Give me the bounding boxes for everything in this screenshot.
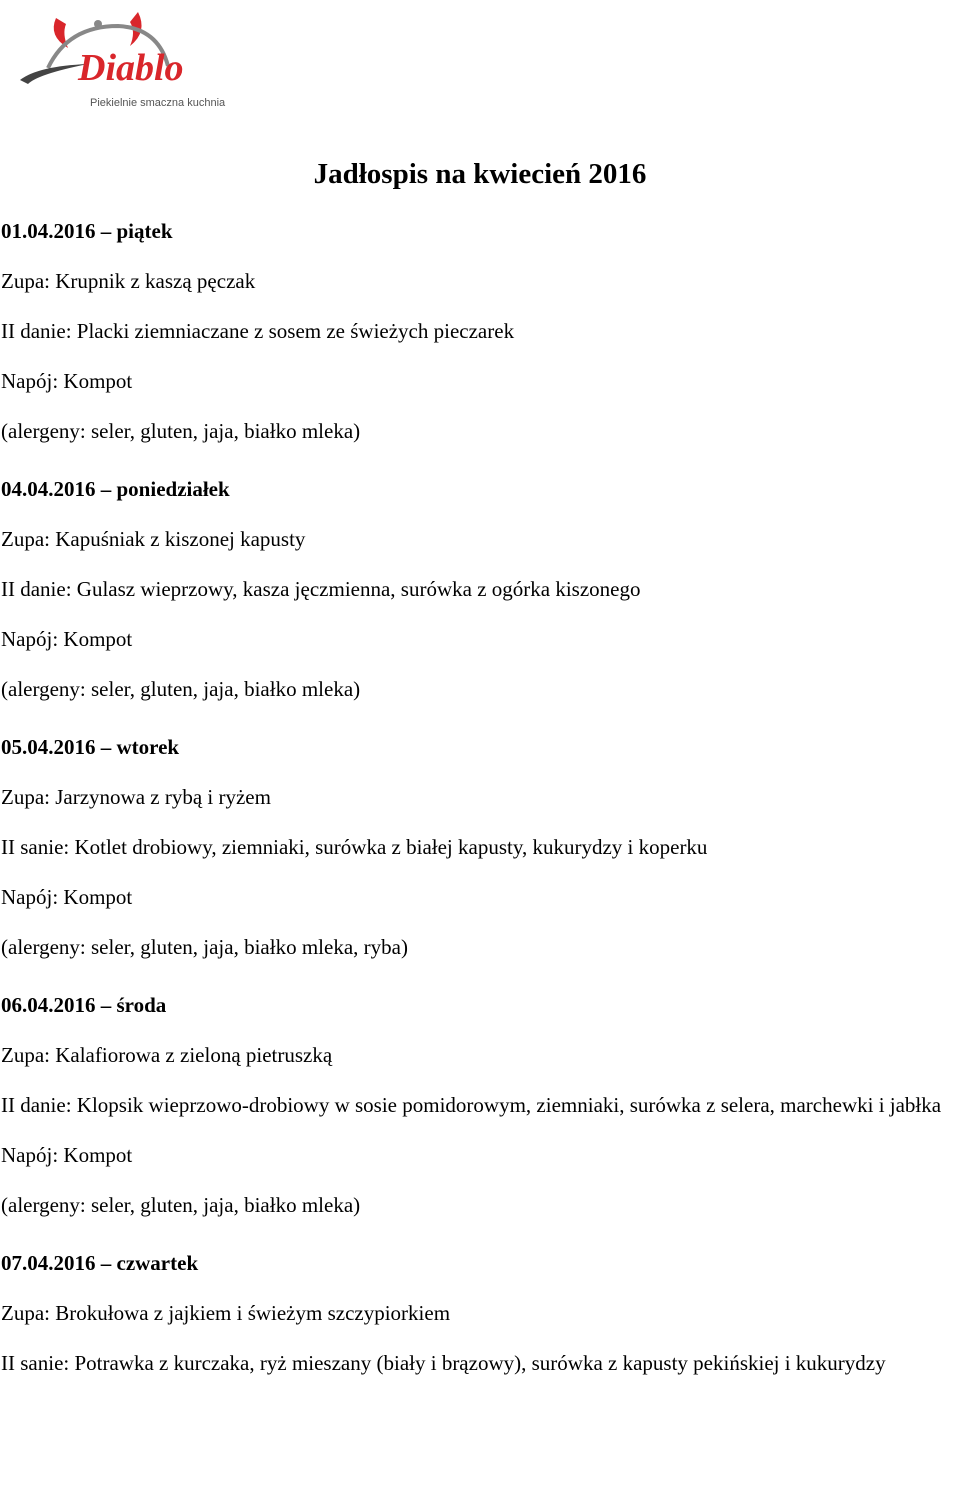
day-section	[1, 216, 960, 447]
logo-tagline: Piekielnie smaczna kuchnia	[90, 97, 226, 109]
menu-line: Napój: Kompot	[1, 627, 133, 651]
menu-line: (alergeny: seler, gluten, jaja, białko mleka)	[1, 1193, 361, 1217]
logo-wordmark: Diablo	[78, 47, 184, 89]
menu-line: Zupa: Krupnik z kaszą pęczak	[1, 269, 256, 293]
menu-line: II danie: Gulasz wieprzowy, kasza jęczmienna, surówka z ogórka kiszonego	[1, 577, 641, 601]
menu-line: (alergeny: seler, gluten, jaja, białko mleka, ryba)	[1, 935, 408, 959]
menu-line: Napój: Kompot	[1, 1143, 133, 1167]
menu-line: Napój: Kompot	[1, 369, 133, 393]
diablo-logo	[18, 6, 258, 110]
day-title: 05.04.2016 – wtorek	[1, 735, 180, 759]
day-section	[1, 474, 960, 705]
day-title: 01.04.2016 – piątek	[1, 219, 173, 243]
menu-line: Zupa: Jarzynowa z rybą i ryżem	[1, 785, 271, 809]
menu-line: II sanie: Potrawka z kurczaka, ryż mieszany (biały i brązowy), surówka z kapusty pekińskiej i kukurydzy	[1, 1351, 886, 1375]
menu-line: Zupa: Kapuśniak z kiszonej kapusty	[1, 527, 306, 551]
menu-line: II danie: Placki ziemniaczane z sosem ze świeżych pieczarek	[1, 319, 515, 343]
day-section	[1, 990, 960, 1221]
page-title	[0, 158, 960, 191]
menu-line: (alergeny: seler, gluten, jaja, białko mleka)	[1, 419, 361, 443]
menu-line: II sanie: Kotlet drobiowy, ziemniaki, surówka z białej kapusty, kukurydzy i koperku	[1, 835, 708, 859]
menu-line: Napój: Kompot	[1, 885, 133, 909]
day-title: 04.04.2016 – poniedziałek	[1, 477, 230, 501]
menu-content	[1, 216, 960, 1406]
day-section	[1, 732, 960, 963]
menu-line: II danie: Klopsik wieprzowo-drobiowy w sosie pomidorowym, ziemniaki, surówka z selera, marchewki i jabłka	[1, 1093, 942, 1117]
day-section	[1, 1248, 960, 1379]
menu-line: (alergeny: seler, gluten, jaja, białko mleka)	[1, 677, 361, 701]
day-title: 06.04.2016 – środa	[1, 993, 167, 1017]
day-title: 07.04.2016 – czwartek	[1, 1251, 199, 1275]
menu-line: Zupa: Brokułowa z jajkiem i świeżym szczypiorkiem	[1, 1301, 451, 1325]
menu-line: Zupa: Kalafiorowa z zieloną pietruszką	[1, 1043, 333, 1067]
page-title-text: Jadłospis na kwiecień 2016	[313, 158, 647, 190]
